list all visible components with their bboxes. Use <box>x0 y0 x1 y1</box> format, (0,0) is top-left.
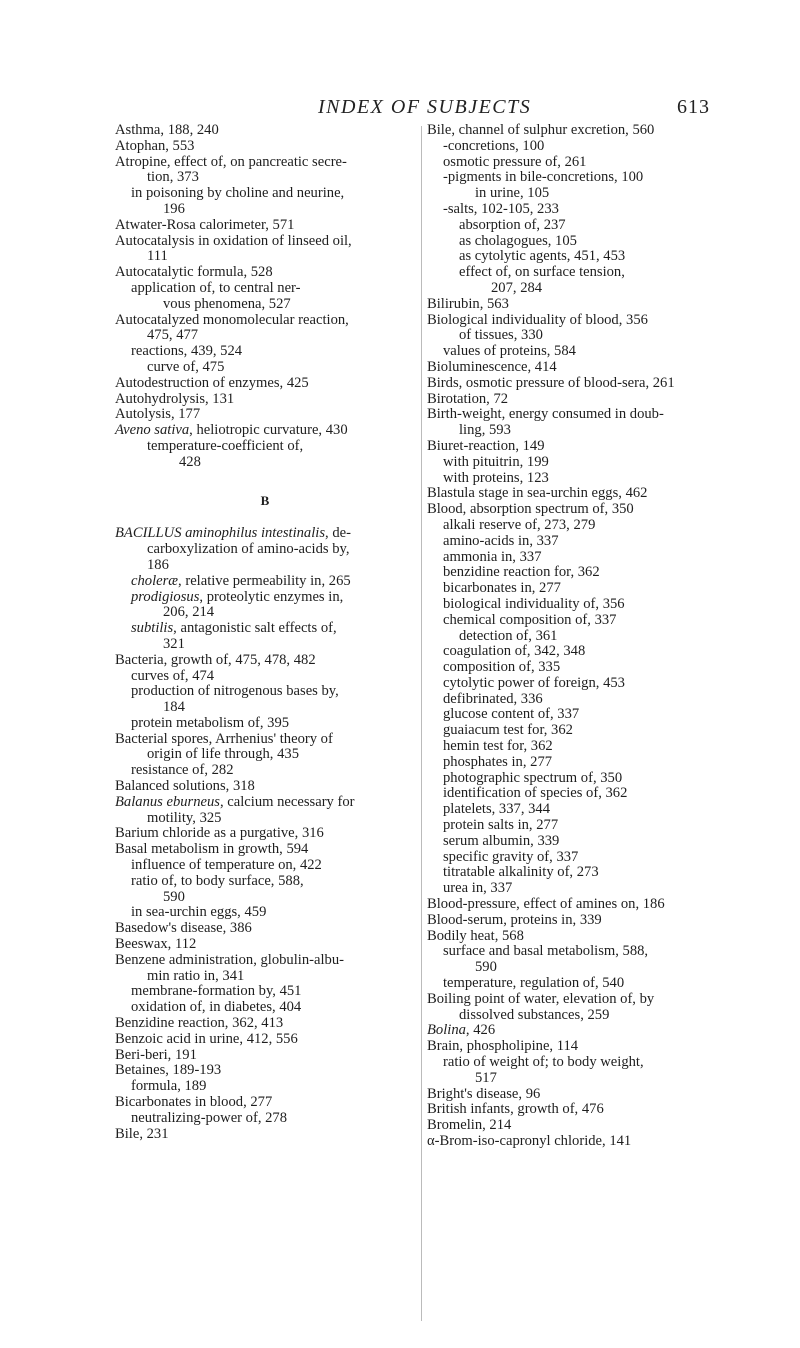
index-entry-line: membrane-formation by, 451 <box>131 983 302 1000</box>
index-entry-line: curves of, 474 <box>131 667 215 684</box>
index-entry-line: with pituitrin, 199 <box>443 453 549 470</box>
index-entry-line: Bright's disease, 96 <box>427 1085 541 1102</box>
index-entry-line: identification of species of, 362 <box>443 785 628 802</box>
index-entry-line: 186 <box>147 556 169 573</box>
index-entry-line: choleræ, relative permeability in, 265 <box>131 572 351 589</box>
index-entry-line: ratio of, to body surface, 588, <box>131 872 304 889</box>
index-entry-line: protein metabolism of, 395 <box>131 714 290 731</box>
index-entry-line: Autocatalysis in oxidation of linseed oil, <box>115 232 352 249</box>
running-header <box>0 96 800 120</box>
index-entry-line: min ratio in, 341 <box>147 967 245 984</box>
index-entry-line: Bile, channel of sulphur excretion, 560 <box>427 122 655 138</box>
index-entry-line: temperature, regulation of, 540 <box>443 975 625 992</box>
index-entry-line: dissolved substances, 259 <box>459 1006 610 1023</box>
index-entry-line: Bolina, 426 <box>427 1022 496 1039</box>
index-entry-line: 428 <box>179 453 201 470</box>
index-entry-line: production of nitrogenous bases by, <box>131 683 339 700</box>
index-entry-line: Bacterial spores, Arrhenius' theory of <box>115 730 333 747</box>
index-entry-line: subtilis, antagonistic salt effects of, <box>131 620 337 637</box>
index-entry-line: oxidation of, in diabetes, 404 <box>131 999 302 1016</box>
column-divider <box>421 126 422 1321</box>
index-entry-line: Beeswax, 112 <box>115 936 197 953</box>
index-entry-line: surface and basal metabolism, 588, <box>443 943 649 960</box>
index-entry-line: -pigments in bile-concretions, 100 <box>443 169 644 186</box>
index-entry-line: Bacteria, growth of, 475, 478, 482 <box>115 651 316 668</box>
index-entry-line: urea in, 337 <box>443 880 513 897</box>
index-entry-line: temperature-coefficient of, <box>147 437 304 454</box>
index-entry-line: bicarbonates in, 277 <box>443 580 561 597</box>
index-entry-line: Atropine, effect of, on pancreatic secre- <box>115 153 347 170</box>
index-entry-line: Benzoic acid in urine, 412, 556 <box>115 1030 298 1047</box>
index-entry-line: Bodily heat, 568 <box>427 927 524 944</box>
index-entry-line: cytolytic power of foreign, 453 <box>443 674 625 691</box>
index-entry-line: influence of temperature on, 422 <box>131 857 322 874</box>
index-entry-line: Basal metabolism in growth, 594 <box>115 841 309 858</box>
page-number: 613 <box>677 96 710 118</box>
index-entry-line: effect of, on surface tension, <box>459 264 625 281</box>
running-title: INDEX OF SUBJECTS <box>318 96 532 118</box>
index-entry-line: -concretions, 100 <box>443 137 545 154</box>
index-entry-line: in sea-urchin eggs, 459 <box>131 904 267 921</box>
index-entry-line: 111 <box>147 248 168 265</box>
index-entry-line: values of proteins, 584 <box>443 343 576 360</box>
index-entry-line: Benzene administration, globulin-albu- <box>115 951 344 968</box>
left-column <box>115 123 415 1142</box>
index-entry-line: protein salts in, 277 <box>443 817 559 834</box>
index-entry-line: 590 <box>163 888 185 905</box>
index-entry-line: in poisoning by choline and neurine, <box>131 185 345 202</box>
italic-term: prodigiosus <box>131 588 200 605</box>
index-entry-line: Barium chloride as a purgative, 316 <box>115 825 324 842</box>
index-entry-line: -salts, 102-105, 233 <box>443 200 559 217</box>
index-entry-line: Basedow's disease, 386 <box>115 920 252 937</box>
italic-term: Bolina <box>427 1022 466 1039</box>
index-entry-line: platelets, 337, 344 <box>443 801 551 818</box>
index-entry-line: Balanced solutions, 318 <box>115 778 255 795</box>
index-entry-line: glucose content of, 337 <box>443 706 580 723</box>
index-entry-line: Blastula stage in sea-urchin eggs, 462 <box>427 485 648 502</box>
index-entry-line: Aveno sativa, heliotropic curvature, 430 <box>115 422 348 439</box>
index-entry-line: ammonia in, 337 <box>443 548 542 565</box>
index-entry-line: 184 <box>163 699 185 716</box>
index-entry-line: application of, to central ner- <box>131 279 301 296</box>
index-entry-line: Bile, 231 <box>115 1125 169 1142</box>
index-entry-line: ling, 593 <box>459 422 511 439</box>
index-entry-line: Autocatalytic formula, 528 <box>115 264 273 281</box>
index-entry-line: biological individuality of, 356 <box>443 595 625 612</box>
italic-term: subtilis <box>131 620 174 637</box>
index-entry-line: 206, 214 <box>163 604 215 621</box>
index-entry-line: Bromelin, 214 <box>427 1117 512 1134</box>
index-entry-line: with proteins, 123 <box>443 469 549 486</box>
index-entry-line: absorption of, 237 <box>459 216 566 233</box>
index-entry-line: Birotation, 72 <box>427 390 509 407</box>
index-entry-line: Atwater-Rosa calorimeter, 571 <box>115 216 295 233</box>
italic-term: BACILLUS aminophilus intestinalis <box>115 525 326 542</box>
index-entry-line: in urine, 105 <box>475 185 550 202</box>
index-entry-line: motility, 325 <box>147 809 222 826</box>
index-entry-line: Blood, absorption spectrum of, 350 <box>427 501 634 518</box>
index-entry-line: Betaines, 189-193 <box>115 1062 222 1079</box>
index-entry-line: Biological individuality of blood, 356 <box>427 311 648 328</box>
index-entry-line: Atophan, 553 <box>115 137 195 154</box>
index-entry-line: Bicarbonates in blood, 277 <box>115 1094 273 1111</box>
index-entry-line: Birth-weight, energy consumed in doub- <box>427 406 664 423</box>
index-entry-line: Autocatalyzed monomolecular reaction, <box>115 311 349 328</box>
index-entry-line: Blood-serum, proteins in, 339 <box>427 911 602 928</box>
index-entry-line: hemin test for, 362 <box>443 738 553 755</box>
index-entry-line: Bilirubin, 563 <box>427 295 509 312</box>
index-entry-line: prodigiosus, proteolytic enzymes in, <box>131 588 344 605</box>
index-entry-line: 590 <box>475 959 497 976</box>
right-column <box>427 123 725 1150</box>
index-entry-line: 196 <box>163 200 185 217</box>
index-entry-line: as cholagogues, 105 <box>459 232 577 249</box>
index-entry-line: guaiacum test for, 362 <box>443 722 573 739</box>
index-entry-line: chemical composition of, 337 <box>443 611 617 628</box>
index-entry-line: Beri-beri, 191 <box>115 1046 197 1063</box>
index-entry-line: vous phenomena, 527 <box>163 295 291 312</box>
index-entry-line: ratio of weight of; to body weight, <box>443 1054 644 1071</box>
index-entry-line: as cytolytic agents, 451, 453 <box>459 248 626 265</box>
entries-group-b <box>115 526 415 1142</box>
index-entry-line: carboxylization of amino-acids by, <box>147 541 350 558</box>
index-entry-line: reactions, 439, 524 <box>131 343 243 360</box>
index-entry-line: Blood-pressure, effect of amines on, 186 <box>427 896 665 913</box>
index-entry-line: neutralizing-power of, 278 <box>131 1109 288 1126</box>
italic-term: choleræ <box>131 572 179 589</box>
index-entry-line: Bioluminescence, 414 <box>427 358 557 375</box>
index-entry-line: Asthma, 188, 240 <box>115 122 219 138</box>
section-heading-b: B <box>260 492 270 508</box>
index-entry-line: serum albumin, 339 <box>443 832 560 849</box>
italic-term: Balanus eburneus <box>115 793 220 810</box>
index-entry-line: detection of, 361 <box>459 627 558 644</box>
index-entry-line: 207, 284 <box>491 279 543 296</box>
index-entry-line: composition of, 335 <box>443 659 561 676</box>
index-entry-line: curve of, 475 <box>147 358 225 375</box>
index-entry-line: specific gravity of, 337 <box>443 848 579 865</box>
index-entry-line: resistance of, 282 <box>131 762 234 779</box>
index-entry-line: origin of life through, 435 <box>147 746 299 763</box>
index-entry-line: BACILLUS aminophilus intestinalis, de- <box>115 525 351 542</box>
index-entry-line: Autohydrolysis, 131 <box>115 390 235 407</box>
index-entry-line: formula, 189 <box>131 1078 207 1095</box>
index-entry-line: Boiling point of water, elevation of, by <box>427 990 655 1007</box>
entries-group-right <box>427 123 725 1150</box>
index-entry-line: benzidine reaction for, 362 <box>443 564 600 581</box>
index-entry-line: amino-acids in, 337 <box>443 532 559 549</box>
index-entry-line: photographic spectrum of, 350 <box>443 769 623 786</box>
index-entry-line: titratable alkalinity of, 273 <box>443 864 599 881</box>
index-entry-line: Biuret-reaction, 149 <box>427 437 545 454</box>
index-entry-line: British infants, growth of, 476 <box>427 1101 604 1118</box>
index-entry-line: coagulation of, 342, 348 <box>443 643 586 660</box>
index-entry-line: alkali reserve of, 273, 279 <box>443 516 596 533</box>
index-entry-line: Brain, phospholipine, 114 <box>427 1038 579 1055</box>
index-entry-line: Benzidine reaction, 362, 413 <box>115 1015 284 1032</box>
italic-term: Aveno sativa <box>115 422 190 439</box>
index-entry-line: Balanus eburneus, calcium necessary for <box>115 793 355 810</box>
index-entry-line: Autolysis, 177 <box>115 406 201 423</box>
index-entry-line: phosphates in, 277 <box>443 753 553 770</box>
index-entry-line: 475, 477 <box>147 327 199 344</box>
index-entry-line: of tissues, 330 <box>459 327 543 344</box>
index-entry-line: α-Brom-iso-capronyl chloride, 141 <box>427 1133 632 1149</box>
entries-group-a <box>115 123 415 471</box>
index-entry-line: Autodestruction of enzymes, 425 <box>115 374 309 391</box>
index-entry-line: defibrinated, 336 <box>443 690 543 707</box>
index-entry-line: osmotic pressure of, 261 <box>443 153 587 170</box>
index-entry-line: Birds, osmotic pressure of blood-sera, 261 <box>427 374 675 391</box>
index-entry-line: tion, 373 <box>147 169 199 186</box>
index-entry-line: 321 <box>163 635 185 652</box>
index-entry-line: 517 <box>475 1069 497 1086</box>
